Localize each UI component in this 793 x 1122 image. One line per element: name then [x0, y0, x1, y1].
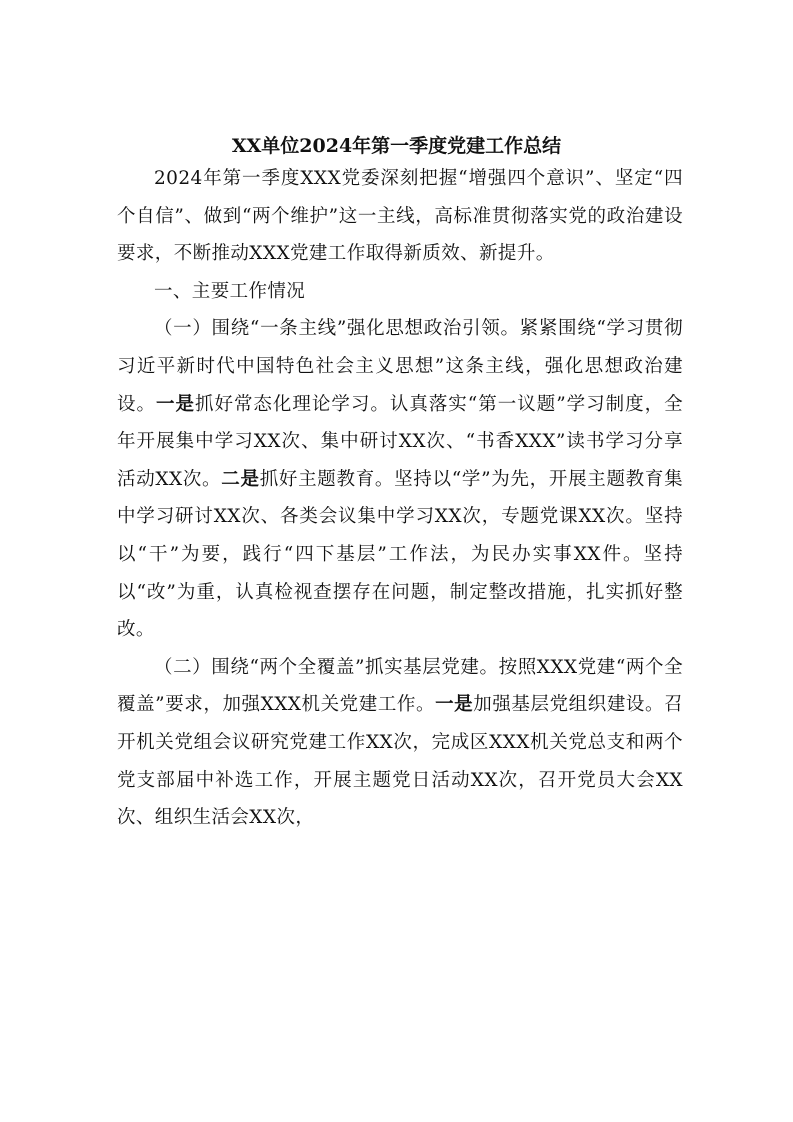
point-two-marker: 二是: [221, 468, 260, 490]
intro-paragraph: 2024年第一季度XXX党委深刻把握“增强四个意识”、坚定“四个自信”、做到“两个维护”这一主线，高标准贯彻落实党的政治建设要求，不断推动XXX党建工作取得新质效、新提升。: [117, 168, 683, 265]
document-title: XX单位2024年第一季度党建工作总结: [231, 135, 562, 157]
section-heading-main-work: 一、主要工作情况: [154, 280, 306, 302]
point-two-text: 抓好主题教育。坚持以“学”为先，开展主题教育集中学习研讨XX次、各类会议集中学习XX次，专题党课XX次。坚持以“干”为要，践行“四下基层”工作法，为民办实事XX件。坚持以“改”为重，认真检视查摆存在问题，制定整改措施，扎实抓好整改。: [117, 468, 683, 641]
point-one-text: 抓好常态化理论学习。认真落实“第一议题”学习制度，全年开展集中学习XX次、集中研讨XX次、“书香XXX”读书学习分享活动XX次。: [117, 393, 683, 490]
subsection-two-point-one-text: 加强基层党组织建设。召开机关党组会议研究党建工作XX次，完成区XXX机关党总支和两个党支部届中补选工作，开展主题党日活动XX次，召开党员大会XX次、组织生活会XX次，: [117, 694, 683, 829]
subsection-two-paragraph: [117, 649, 683, 837]
subsection-two-point-one-marker: 一是: [435, 694, 474, 716]
subsection-two-lead: （二）围绕“两个全覆盖”抓实基层党建。按照XXX党建“两个全覆盖”要求，加强XXX机关党建工作。: [117, 656, 683, 716]
point-one-marker: 一是: [155, 393, 195, 415]
document-body: [117, 160, 683, 837]
subsection-one-paragraph: [117, 310, 683, 648]
subsection-one-lead: （一）围绕“一条主线”强化思想政治引领。紧紧围绕“学习贯彻习近平新时代中国特色社会主义思想”这条主线，强化思想政治建设。: [117, 318, 683, 415]
